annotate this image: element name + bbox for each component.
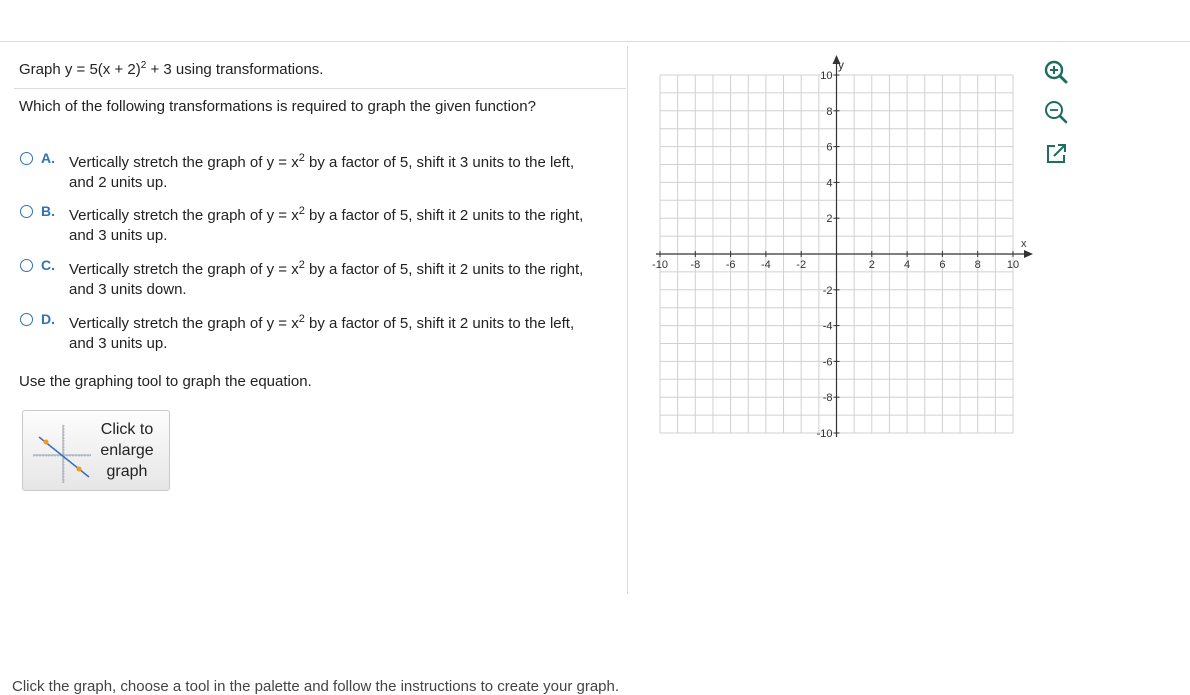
x-tick-label: -8 [690,259,701,271]
x-tick-label: -2 [796,259,807,271]
question-prompt: Which of the following transformations is required to graph the given function? [19,98,536,115]
x-axis-arrow [1024,250,1033,258]
y-tick-label: 4 [826,177,833,190]
y-axis-label: y [838,58,844,72]
y-tick-label: 8 [826,105,833,118]
y-tick-label: -6 [822,356,833,369]
open-new-window-icon[interactable] [1043,141,1069,167]
graph-thumbnail-icon [29,419,95,483]
option-text: Vertically stretch the graph of $y = x^2$ by a factor of 5, shift it 2 units to the right, and 3 units down. [69,259,584,298]
top-divider [0,41,1190,42]
option-c[interactable] [20,257,620,300]
panel-divider [627,46,628,594]
y-tick-label: 2 [826,213,833,226]
x-tick-labels [652,259,1019,271]
option-text: Vertically stretch the graph of $y = x^2$ by a factor of 5, shift it 2 units to the left, and 3 units up. [69,313,575,352]
zoom-in-icon[interactable] [1043,59,1069,85]
coordinate-grid[interactable] [640,55,1040,445]
x-tick-label: -4 [761,259,771,271]
option-letter: C. [41,257,55,273]
option-a[interactable] [20,150,620,193]
radio-button[interactable] [20,205,33,218]
option-d[interactable] [20,311,620,354]
x-tick-label: -10 [652,259,668,271]
radio-button[interactable] [20,313,33,326]
y-tick-label: 6 [826,141,833,154]
option-b[interactable] [20,203,620,246]
question-divider [14,88,626,89]
y-tick-label: -2 [822,284,833,297]
y-tick-label: -8 [822,392,833,405]
radio-button[interactable] [20,259,33,272]
y-tick-label: -10 [816,428,833,440]
x-tick-label: 6 [939,259,946,271]
x-tick-label: 8 [974,259,981,271]
option-letter: A. [41,150,55,166]
x-tick-label: 10 [1006,259,1020,271]
enlarge-graph-label: Click to enlarge graph [100,421,154,480]
x-axis-label: x [1021,238,1027,250]
option-letter: D. [41,311,55,327]
y-tick-label: 10 [820,70,833,82]
radio-button[interactable] [20,152,33,165]
enlarge-graph-button[interactable] [22,410,170,491]
option-letter: B. [41,203,55,219]
x-tick-label: 4 [904,259,911,271]
graph-tool-instructions: Click the graph, choose a tool in the palette and follow the instructions to create your graph. [12,678,620,695]
zoom-out-icon[interactable] [1043,99,1069,125]
option-text: Vertically stretch the graph of $y = x^2$ by a factor of 5, shift it 2 units to the right, and 3 units up. [69,205,584,244]
x-tick-label: 2 [868,259,875,271]
x-tick-label: -6 [725,259,736,271]
y-tick-label: -4 [822,320,833,333]
option-text: Vertically stretch the graph of $y = x^2$ by a factor of 5, shift it 3 units to the left, and 2 units up. [69,152,575,191]
question-title: Graph $y = 5(x + 2)^2 + 3$ using transformations. [19,60,324,78]
graph-instruction: Use the graphing tool to graph the equation. [19,373,312,390]
